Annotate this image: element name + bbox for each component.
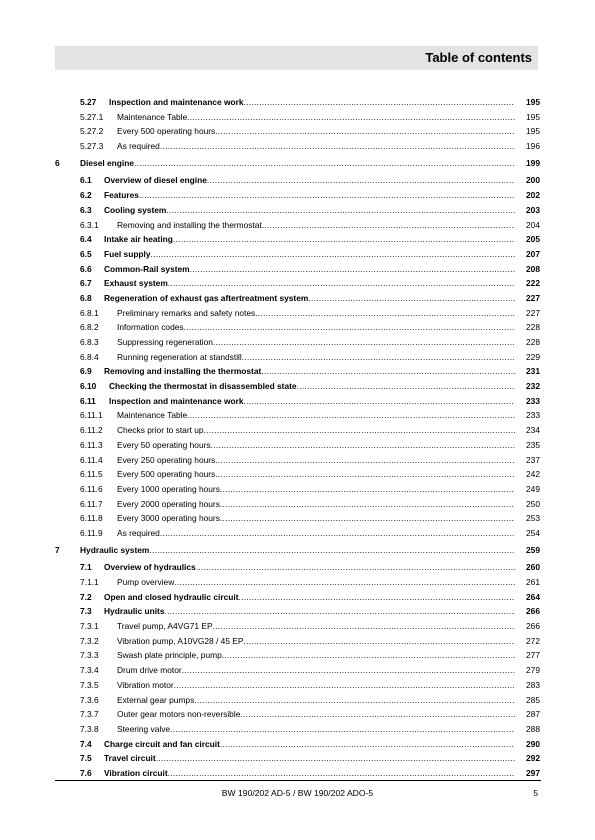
toc-entry-title: Pump overview: [117, 577, 175, 587]
toc-leader-dots: [211, 438, 515, 453]
toc-entry-number: 6.3.1: [80, 219, 99, 230]
toc-entry[interactable]: [55, 262, 541, 277]
toc-entry-title: Information codes: [117, 322, 184, 333]
toc-entry-page: 260: [526, 562, 540, 573]
toc-entry[interactable]: [55, 751, 541, 766]
toc-entry-page: 222: [526, 278, 540, 289]
toc-entry-number: 6: [55, 158, 60, 169]
toc-entry-title: Checks prior to start up: [117, 425, 204, 436]
toc-entry[interactable]: [55, 511, 541, 526]
toc-entry[interactable]: [55, 320, 541, 335]
footer-divider: [55, 780, 541, 781]
toc-entry-number: 6.11.9: [80, 527, 103, 538]
toc-entry[interactable]: [55, 634, 541, 649]
toc-entry-number: 6.3: [80, 204, 92, 215]
toc-entry-number: 6.1: [80, 175, 92, 186]
toc-entry-title: Charge circuit and fan circuit: [104, 738, 220, 749]
toc-entry-page: 203: [526, 204, 540, 215]
toc-entry[interactable]: [55, 247, 541, 262]
toc-entry-number: 6.6: [80, 263, 92, 274]
toc-entry-number: 5.27.1: [80, 111, 104, 122]
toc-entry-page: 285: [526, 694, 540, 705]
toc-entry[interactable]: [55, 575, 541, 590]
toc-entry-title: Maintenance Table: [117, 410, 188, 421]
toc-entry[interactable]: [55, 619, 541, 634]
toc-entry-title: Steering valve: [117, 723, 171, 734]
toc-entry-page: 233: [526, 410, 540, 421]
toc-entry-number: 6.11.1: [80, 410, 103, 421]
toc-entry-number: 6.11.2: [80, 425, 103, 436]
toc-leader-dots: [139, 188, 515, 203]
toc-entry-number: 7.3.7: [80, 709, 99, 720]
toc-leader-dots: [196, 560, 515, 575]
toc-entry-page: 232: [526, 381, 540, 392]
toc-entry[interactable]: [55, 648, 541, 663]
toc-leader-dots: [242, 350, 515, 365]
toc-entry[interactable]: [55, 364, 541, 379]
toc-leader-dots: [194, 693, 515, 708]
toc-entry-number: 6.10: [80, 381, 97, 392]
toc-entry-title: Hydraulic units: [104, 606, 165, 617]
toc-entry-number: 6.8.3: [80, 337, 99, 347]
toc-entry-number: 6.11.7: [80, 498, 103, 509]
toc-leader-dots: [165, 604, 516, 619]
toc-leader-dots: [239, 590, 516, 605]
footer-page-number: 5: [533, 788, 538, 798]
toc-leader-dots: [220, 482, 515, 497]
toc-entry-title: Outer gear motors non-reversible: [117, 709, 241, 720]
toc-entry[interactable]: [55, 737, 541, 752]
toc-entry-title: Every 250 operating hours: [117, 454, 216, 465]
toc-entry-number: 7.3.6: [80, 694, 99, 705]
toc-leader-dots: [261, 364, 515, 379]
toc-leader-dots: [220, 737, 515, 752]
toc-entry-title: Travel pump, A4VG71 EP: [117, 621, 213, 632]
toc-entry-number: 7.3.8: [80, 723, 99, 734]
toc-entry[interactable]: [55, 173, 541, 188]
toc-entry-title: Regeneration of exhaust gas aftertreatment system: [104, 292, 309, 303]
toc-entry-title: Overview of diesel engine: [104, 175, 207, 186]
toc-entry-page: 287: [526, 709, 540, 720]
toc-entry-title: Removing and installing the thermostat: [117, 219, 262, 230]
toc-entry-title: Every 1000 operating hours: [117, 483, 220, 494]
toc-entry-title: Open and closed hydraulic circuit: [104, 591, 239, 602]
toc-entry-number: 7.2: [80, 591, 92, 602]
toc-entry-number: 6.9: [80, 366, 92, 377]
toc-entry-number: 6.8.4: [80, 351, 99, 362]
toc-leader-dots: [220, 511, 515, 526]
toc-entry-number: 7.1.1: [80, 577, 99, 587]
toc-entry-page: 227: [526, 307, 540, 318]
toc-entry-title: Every 500 operating hours: [117, 126, 216, 137]
toc-leader-dots: [297, 379, 515, 394]
toc-entry-page: 266: [526, 606, 540, 617]
toc-entry[interactable]: [55, 722, 541, 737]
toc-leader-dots: [244, 95, 516, 110]
toc-entry-number: 6.5: [80, 248, 92, 259]
toc-leader-dots: [220, 497, 515, 512]
toc-entry-page: 249: [526, 483, 540, 494]
toc-entry-page: 259: [526, 545, 540, 556]
toc-entry-number: 6.11.5: [80, 469, 103, 480]
toc-entry-title: Vibration pump, A10VG28 / 45 EP: [117, 635, 244, 646]
toc-leader-dots: [222, 648, 515, 663]
toc-leader-dots: [151, 247, 515, 262]
toc-entry-title: Vibration circuit: [104, 767, 168, 778]
toc-entry[interactable]: [55, 408, 541, 423]
toc-entry-title: As required: [117, 527, 160, 538]
toc-entry-title: Overview of hydraulics: [104, 562, 196, 573]
toc-entry[interactable]: [55, 124, 541, 139]
header-bar: [55, 46, 538, 70]
toc-entry-page: 261: [526, 577, 540, 587]
toc-entry[interactable]: [55, 526, 541, 541]
toc-entry-page: 237: [526, 454, 540, 465]
toc-entry[interactable]: [55, 232, 541, 247]
toc-leader-dots: [255, 306, 515, 321]
toc-entry-title: Travel circuit: [104, 753, 156, 764]
toc-entry-page: 288: [526, 723, 540, 734]
toc-entry-page: 195: [526, 97, 540, 107]
toc-leader-dots: [168, 766, 515, 781]
toc-entry-number: 7.3: [80, 606, 92, 617]
toc-entry-number: 7: [55, 545, 60, 556]
toc-entry-number: 6.4: [80, 234, 92, 245]
toc-entry-title: Inspection and maintenance work: [109, 395, 244, 406]
toc-entry-page: 196: [526, 141, 540, 152]
toc-entry-number: 7.6: [80, 767, 92, 778]
toc-entry[interactable]: [55, 276, 541, 291]
toc-entry-page: 254: [526, 527, 540, 538]
toc-leader-dots: [168, 276, 515, 291]
toc-entry-title: Every 2000 operating hours: [117, 498, 220, 509]
toc-entry-number: 6.11.3: [80, 439, 103, 450]
toc-entry-number: 7.3.1: [80, 621, 99, 632]
toc-entry[interactable]: [55, 678, 541, 693]
toc-entry-number: 5.27: [80, 97, 97, 107]
toc-entry-number: 7.3.3: [80, 650, 99, 661]
toc-entry-page: 227: [526, 292, 540, 303]
toc-entry-title: Diesel engine: [80, 158, 134, 169]
toc-entry-number: 6.11.4: [80, 454, 103, 465]
toc-entry[interactable]: [55, 188, 541, 203]
toc-entry-number: 6.8.2: [80, 322, 99, 333]
toc-entry-page: 208: [526, 263, 540, 274]
toc-leader-dots: [204, 423, 515, 438]
toc-entry-page: 204: [526, 219, 540, 230]
toc-entry[interactable]: [55, 693, 541, 708]
toc-entry-page: 231: [526, 366, 540, 377]
toc-leader-dots: [182, 663, 515, 678]
toc-entry[interactable]: [55, 543, 541, 558]
toc-entry-title: Cooling system: [104, 204, 167, 215]
toc-entry[interactable]: [55, 467, 541, 482]
toc-entry[interactable]: [55, 350, 541, 365]
toc-entry-title: Checking the thermostat in disassembled state: [109, 381, 297, 392]
toc-entry-number: 7.3.4: [80, 665, 99, 676]
toc-entry[interactable]: [55, 423, 541, 438]
toc-leader-dots: [184, 320, 515, 335]
toc-entry-number: 6.7: [80, 278, 92, 289]
toc-entry[interactable]: [55, 438, 541, 453]
toc-leader-dots: [190, 262, 515, 277]
toc-entry-title: Exhaust system: [104, 278, 168, 289]
toc-entry[interactable]: [55, 218, 541, 233]
toc-entry-number: 7.3.5: [80, 679, 99, 690]
toc-entry-page: 272: [526, 635, 540, 646]
toc-leader-dots: [240, 707, 515, 722]
toc-leader-dots: [213, 619, 515, 634]
toc-entry[interactable]: [55, 156, 541, 171]
toc-entry-title: Running regeneration at standstill: [117, 351, 242, 362]
toc-entry-title: Maintenance Table: [117, 111, 188, 122]
toc-entry-number: 7.3.2: [80, 635, 99, 646]
toc-entry-page: 195: [526, 126, 540, 137]
toc-entry-number: 6.11: [80, 395, 96, 406]
toc-entry-number: 7.1: [80, 562, 92, 573]
toc-entry-title: Vibration motor: [117, 679, 174, 690]
toc-entry[interactable]: [55, 306, 541, 321]
toc-entry-page: 195: [526, 111, 540, 122]
toc-leader-dots: [244, 394, 516, 409]
toc-entry-title: Features: [104, 190, 139, 201]
toc-entry-page: 233: [526, 395, 540, 406]
toc-leader-dots: [170, 722, 515, 737]
toc-entry[interactable]: [55, 604, 541, 619]
toc-entry-number: 6.8.1: [80, 307, 99, 318]
toc-leader-dots: [187, 110, 515, 125]
toc-leader-dots: [174, 678, 515, 693]
toc-entry-page: 235: [526, 439, 540, 450]
toc-entry-page: 279: [526, 665, 540, 676]
toc-entry-page: 202: [526, 190, 540, 201]
toc-entry-page: 200: [526, 175, 540, 186]
toc-leader-dots: [262, 218, 515, 233]
toc-entry-title: Intake air heating: [104, 234, 173, 245]
toc-leader-dots: [308, 291, 515, 306]
toc-entry-title: Every 500 operating hours: [117, 469, 216, 480]
toc-entry[interactable]: [55, 766, 541, 781]
toc-leader-dots: [173, 232, 515, 247]
toc-entry-title: Drum drive motor: [117, 665, 182, 676]
toc-entry[interactable]: [55, 394, 541, 409]
toc-entry[interactable]: [55, 291, 541, 306]
toc-entry-number: 7.4: [80, 738, 92, 749]
toc-entry-number: 6.8: [80, 292, 92, 303]
toc-entry[interactable]: [55, 203, 541, 218]
toc-entry[interactable]: [55, 497, 541, 512]
toc-entry-title: Common-Rail system: [104, 263, 190, 274]
toc-leader-dots: [207, 173, 515, 188]
toc-entry[interactable]: [55, 707, 541, 722]
toc-entry-number: 6.11.8: [80, 513, 103, 524]
toc-entry-page: 228: [526, 337, 540, 347]
toc-entry-page: 253: [526, 513, 540, 524]
toc-leader-dots: [187, 408, 515, 423]
footer-document-title: BW 190/202 AD-5 / BW 190/202 ADO-5: [221, 788, 374, 798]
toc-entry-page: 250: [526, 498, 540, 509]
toc-entry[interactable]: [55, 139, 541, 154]
toc-entry-title: Hydraulic system: [80, 545, 150, 556]
toc-leader-dots: [215, 124, 515, 139]
toc-entry-page: 290: [526, 738, 540, 749]
toc-entry-number: 6.11.6: [80, 483, 103, 494]
toc-entry-number: 7.5: [80, 753, 92, 764]
toc-entry-title: External gear pumps: [117, 694, 195, 705]
toc-entry-title: Preliminary remarks and safety notes: [117, 307, 256, 318]
toc-entry[interactable]: [55, 590, 541, 605]
toc-leader-dots: [160, 139, 515, 154]
toc-leader-dots: [215, 453, 515, 468]
toc-entry[interactable]: [55, 663, 541, 678]
toc-leader-dots: [174, 575, 515, 590]
page-title: Table of contents: [425, 50, 532, 65]
toc-leader-dots: [215, 467, 515, 482]
toc-entry-number: 6.2: [80, 190, 92, 201]
toc-entry[interactable]: [55, 453, 541, 468]
toc-leader-dots: [166, 203, 515, 218]
toc-entry-page: 277: [526, 650, 540, 661]
toc-entry-page: 207: [526, 248, 540, 259]
toc-entry[interactable]: [55, 95, 541, 110]
toc-entry-number: 5.27.3: [80, 141, 104, 152]
toc-entry-page: 283: [526, 679, 540, 690]
toc-entry-page: 266: [526, 621, 540, 632]
toc-entry-title: Every 3000 operating hours: [117, 513, 220, 524]
toc-entry-title: Fuel supply: [104, 248, 151, 259]
toc-entry-page: 297: [526, 767, 540, 778]
toc-entry-title: Swash plate principle, pump: [117, 650, 222, 661]
toc-entry-number: 5.27.2: [80, 126, 104, 137]
toc-entry[interactable]: [55, 560, 541, 575]
toc-leader-dots: [134, 156, 515, 171]
toc-entry-page: 234: [526, 425, 540, 436]
toc-leader-dots: [149, 543, 515, 558]
toc-entry[interactable]: [55, 335, 541, 350]
toc-entry[interactable]: [55, 482, 541, 497]
toc-leader-dots: [156, 751, 515, 766]
toc-entry[interactable]: [55, 110, 541, 125]
toc-entry-page: 264: [526, 591, 540, 602]
toc-entry-title: Every 50 operating hours: [117, 439, 211, 450]
toc-entry-page: 228: [526, 322, 540, 333]
toc-leader-dots: [243, 634, 515, 649]
toc-entry[interactable]: [55, 379, 541, 394]
toc-entry-page: 205: [526, 234, 540, 245]
toc-entry-page: 292: [526, 753, 540, 764]
table-of-contents: [55, 95, 541, 781]
toc-entry-title: As required: [117, 141, 160, 152]
toc-entry-title: Suppressing regeneration: [117, 337, 213, 347]
toc-leader-dots: [160, 526, 515, 541]
toc-entry-page: 242: [526, 469, 540, 480]
toc-entry-page: 199: [526, 158, 540, 169]
toc-entry-title: Removing and installing the thermostat: [104, 366, 262, 377]
toc-leader-dots: [213, 335, 515, 350]
toc-entry-page: 229: [526, 351, 540, 362]
toc-entry-title: Inspection and maintenance work: [109, 97, 244, 107]
